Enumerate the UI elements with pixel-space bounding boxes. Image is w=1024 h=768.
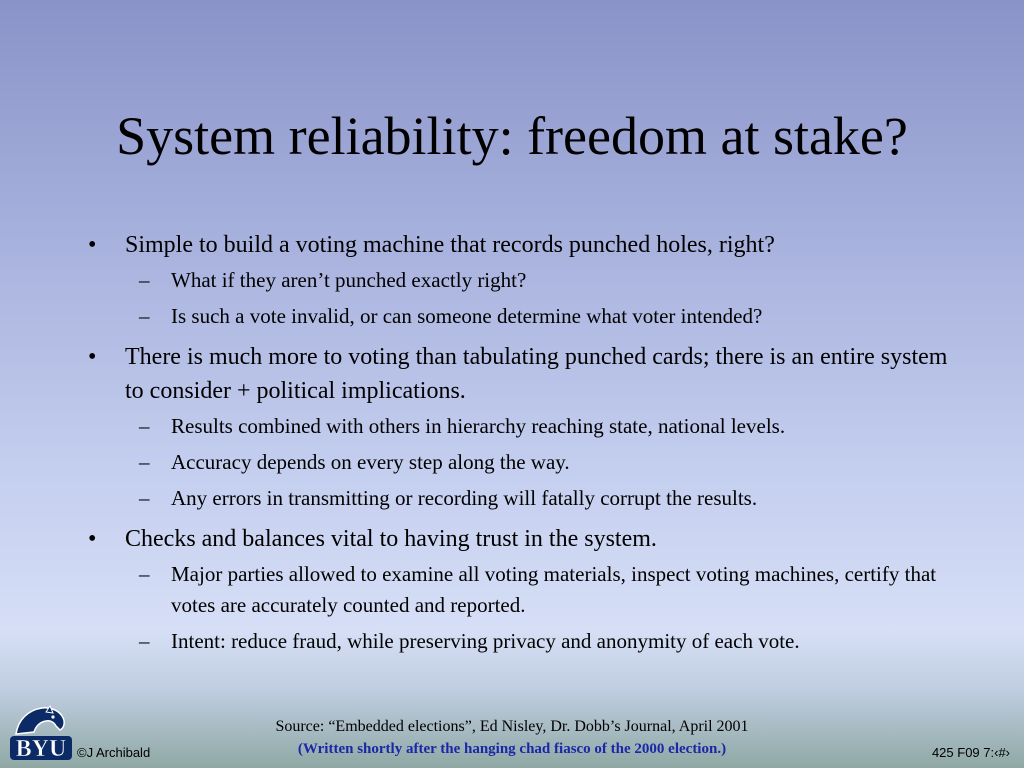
bullet-text: Simple to build a voting machine that records punched holes, right? <box>125 232 775 258</box>
bullet-marker: • <box>88 232 97 258</box>
sub-bullet-marker: – <box>139 450 150 474</box>
sub-bullet-item <box>125 626 968 657</box>
sub-bullet-text: Accuracy depends on every step along the way. <box>171 450 570 474</box>
sub-bullet-text: Any errors in transmitting or recording will fatally corrupt the results. <box>171 486 758 510</box>
bullet-item <box>88 340 968 514</box>
sub-bullet-item <box>125 559 968 621</box>
sub-bullet-text: Results combined with others in hierarchy reaching state, national levels. <box>171 414 786 438</box>
sub-bullet-text: Intent: reduce fraud, while preserving privacy and anonymity of each vote. <box>171 629 800 653</box>
bullet-list <box>88 228 968 657</box>
sub-bullet-marker: – <box>139 268 150 292</box>
sub-bullet-marker: – <box>139 414 150 438</box>
sub-bullet-list <box>125 265 968 332</box>
sub-bullet-text: What if they aren’t punched exactly right? <box>171 268 527 292</box>
sub-bullet-item <box>125 447 968 478</box>
bullet-text: There is much more to voting than tabulating punched cards; there is an entire system to consider + political implications. <box>125 344 948 404</box>
sub-bullet-marker: – <box>139 562 150 586</box>
sub-bullet-text: Is such a vote invalid, or can someone determine what voter intended? <box>171 304 763 328</box>
bullet-item <box>88 522 968 657</box>
sub-bullet-list <box>125 411 968 514</box>
sub-bullet-text: Major parties allowed to examine all voting materials, inspect voting machines, certify that votes are accurately counted and reported. <box>171 562 937 617</box>
bullet-marker: • <box>88 344 97 370</box>
bullet-marker: • <box>88 526 97 552</box>
footer-source: Source: “Embedded elections”, Ed Nisley, Dr. Dobb’s Journal, April 2001 <box>275 718 749 735</box>
sub-bullet-marker: – <box>139 304 150 328</box>
sub-bullet-item <box>125 411 968 442</box>
sub-bullet-item <box>125 265 968 296</box>
logo-text: BYU <box>15 736 67 762</box>
sub-bullet-marker: – <box>139 486 150 510</box>
bullet-text: Checks and balances vital to having trust in the system. <box>125 526 657 552</box>
slide-number: 425 F09 7:‹#› <box>931 745 1010 760</box>
sub-bullet-item <box>125 301 968 332</box>
slide-title: System reliability: freedom at stake? <box>116 106 908 166</box>
sub-bullet-list <box>125 559 968 657</box>
footer-author: ©J Archibald <box>77 745 151 760</box>
sub-bullet-marker: – <box>139 629 150 653</box>
slide-body <box>88 228 968 657</box>
bullet-item <box>88 228 968 332</box>
sub-bullet-item <box>125 483 968 514</box>
footer-note: (Written shortly after the hanging chad fiasco of the 2000 election.) <box>297 741 727 757</box>
